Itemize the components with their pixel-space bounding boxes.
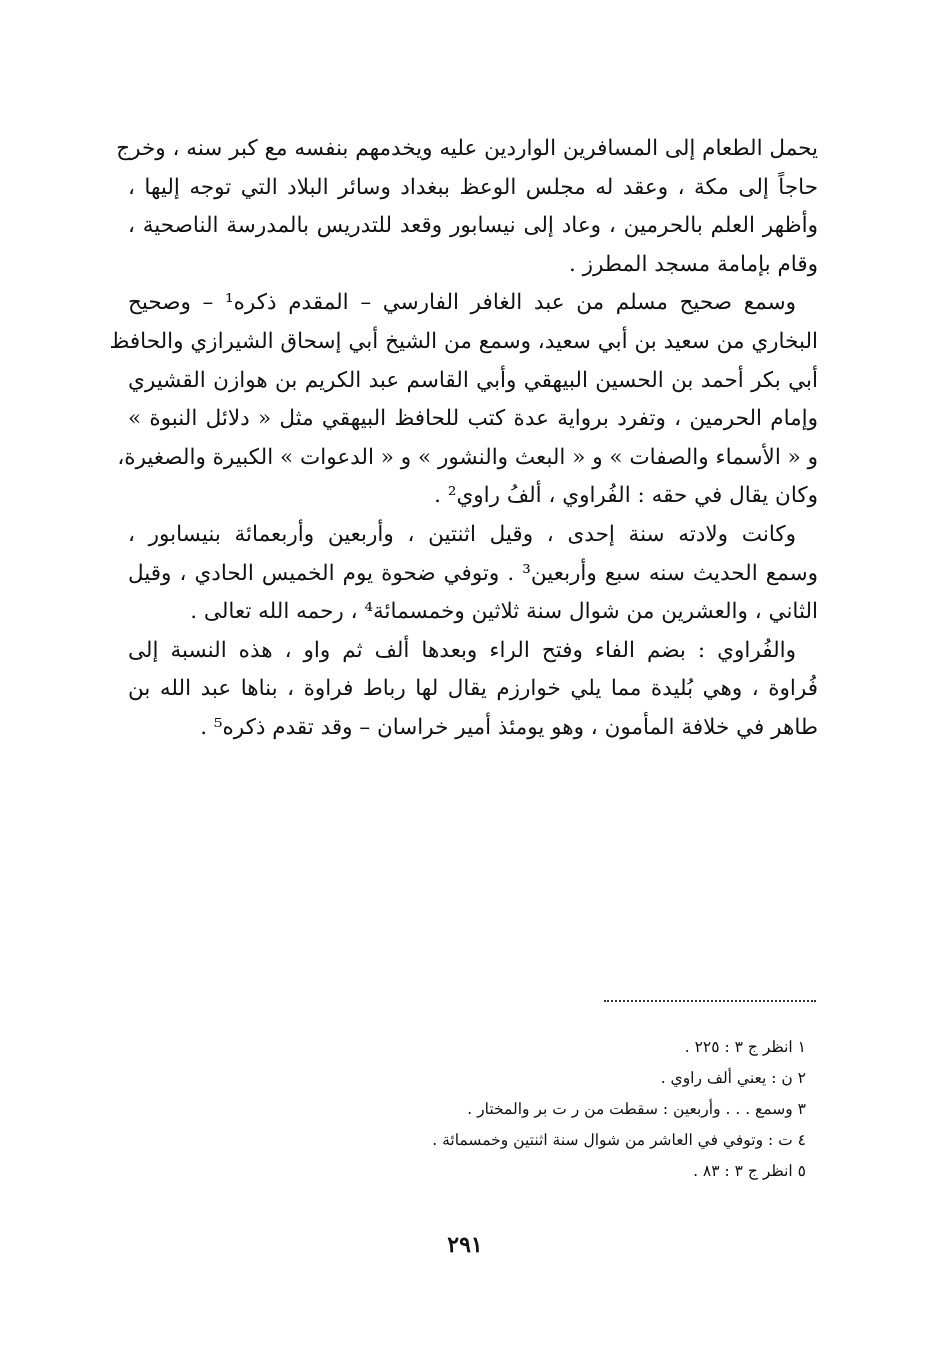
- footnote: ٢ ن : يعني ألف راوي .: [660, 1069, 806, 1087]
- body-line: وكان يقال في حقه : الفُراوي ، ألفُ راوي² .: [434, 483, 818, 509]
- body-line: الثاني ، والعشرين من شوال سنة ثلاثين وخمسمائة⁴ ، رحمه الله تعالى .: [190, 599, 818, 625]
- body-line: طاهر في خلافة المأمون ، وهو يومئذ أمير خراسان – وقد تقدم ذكره⁵ .: [200, 714, 818, 740]
- body-line: أبي بكر أحمد بن الحسين البيهقي وأبي القاسم عبد الكريم بن هوازن القشيري: [128, 367, 818, 393]
- body-line: وكانت ولادته سنة إحدى ، وقيل اثنتين ، وأربعين وأربعمائة بنيسابور ،: [128, 521, 796, 547]
- body-line: يحمل الطعام إلى المسافرين الواردين عليه ويخدمهم بنفسه مع كبر سنه ، وخرج: [116, 136, 818, 161]
- footnote: ١ انظر ج ٣ : ٢٢٥ .: [684, 1038, 806, 1056]
- body-line: و « الأسماء والصفات » و « البعث والنشور » و « الدعوات » الكبيرة والصغيرة،: [117, 444, 818, 470]
- body-line: فُراوة ، وهي بُليدة مما يلي خوارزم يقال لها رباط فراوة ، بناها عبد الله بن: [128, 676, 818, 702]
- footnote-separator: [604, 1000, 816, 1002]
- page-number: ٢٩١: [447, 1232, 483, 1258]
- body-line: والفُراوي : بضم الفاء وفتح الراء وبعدها ألف ثم واو ، هذه النسبة إلى: [128, 637, 796, 663]
- body-line: وإمام الحرمين ، وتفرد برواية عدة كتب للحافظ البيهقي مثل « دلائل النبوة »: [128, 406, 818, 432]
- body-line: وسمع الحديث سنه سبع وأربعين³ . وتوفي ضحوة يوم الخميس الحادي ، وقيل: [128, 560, 818, 586]
- footnote: ٤ ت : وتوفي في العاشر من شوال سنة اثنتين وخمسمائة .: [432, 1131, 806, 1149]
- footnote: ٥ انظر ج ٣ : ٨٣ .: [693, 1162, 806, 1180]
- body-line: وأظهر العلم بالحرمين ، وعاد إلى نيسابور وقعد للتدريس بالمدرسة الناصحية ،: [128, 213, 818, 239]
- main-text: [109, 130, 818, 748]
- body-line: وسمع صحيح مسلم من عبد الغافر الفارسي – المقدم ذكره¹ – وصحيح: [128, 290, 796, 316]
- body-line: البخاري من سعيد بن أبي سعيد، وسمع من الشيخ أبي إسحاق الشيرازي والحافظ: [109, 328, 818, 354]
- footnotes: [380, 1032, 806, 1187]
- body-line: حاجاً إلى مكة ، وعقد له مجلس الوعظ ببغداد وسائر البلاد التي توجه إليها ،: [128, 174, 818, 200]
- body-line: وقام بإمامة مسجد المطرز .: [568, 251, 818, 277]
- footnote: ٣ وسمع . . . وأربعين : سقطت من ر ت بر والمختار .: [467, 1100, 806, 1118]
